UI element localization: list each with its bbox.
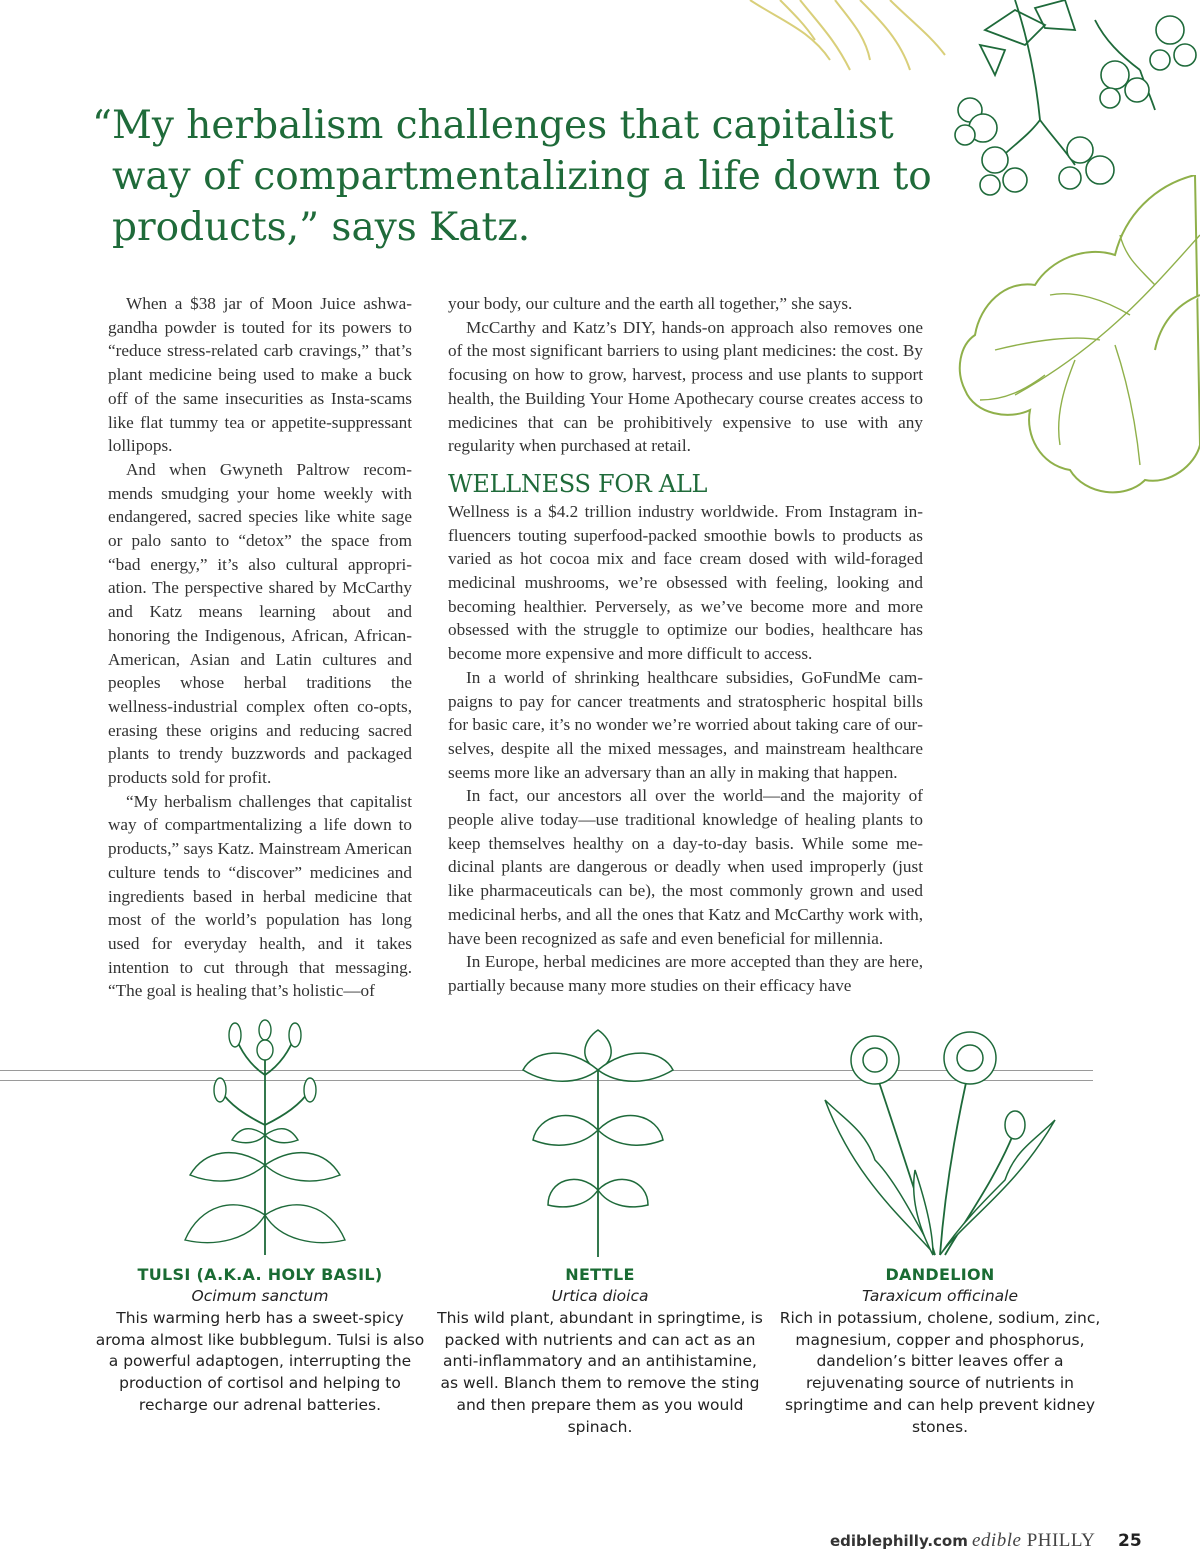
plant-caption-nettle [435,1264,765,1438]
body-paragraph: In a world of shrinking healthcare subsidies, GoFundMe campaigns to pay for cancer treatments and stratospheric hospital bills for basic care, it’s no wonder we’re worried about taking care of ourselves, despite all the mixed messages, and mainstream healthcare seems more like an adversary than an ally in making that happen. [448,667,923,782]
plant-latin-name: Ocimum sanctum [191,1287,329,1305]
pull-quote-line: “My herbalism challenges that capitalist [92,103,894,148]
magazine-name-caps: PHILLY [1026,1530,1096,1551]
oak-leaf-illustration [955,175,1200,520]
magazine-name-italic: edible [972,1530,1022,1551]
section-heading: WELLNESS FOR ALL [448,469,708,498]
plant-caption-tulsi [95,1264,425,1417]
body-paragraph: And when Gwyneth Paltrow recommends smudging your home weekly with endangered, sacred species like white sage or palo santo to “detox” the space from “bad energy,” it’s also cultural appropriation. The perspective shared by McCarthy and Katz means learning about and honoring the Indigenous, African, African-American, Asian and Latin cultures and peoples whose herbal traditions the wellness-industrial complex often co-opts, erasing these origins and reducing sacred plants to trendy buzzwords and packaged products sold for profit. [108,459,412,788]
body-paragraph: When a $38 jar of Moon Juice ashwagandha powder is touted for its powers to “reduce stress-related carb cravings,” that’s plant medicine being used to make a buck off of the same insecurities as Insta-scams like flat tummy tea or appetite-suppressant lollipops. [108,294,412,456]
pull-quote-line: products,” says Katz. [112,205,531,250]
article-column-right [448,292,923,998]
plant-description: This warming herb has a sweet-spicy aroma almost like bubblegum. Tulsi is also a powerful adaptogen, interrupting the production of cortisol and helping to recharge our adrenal batteries. [95,1309,425,1414]
nettle-plant-illustration [518,1025,678,1260]
footer-magazine-name [972,1530,1095,1552]
plant-description: Rich in potassium, cholene, sodium, zinc, magnesium, copper and phosphorus, dandelion’s bitter leaves offer a rejuvenating source of nutrients in springtime and can help prevent kidney stones. [779,1309,1101,1436]
plant-latin-name: Taraxicum officinale [861,1287,1019,1305]
pull-quote-line: way of compartmentalizing a life down to [112,154,932,199]
plant-description: This wild plant, abundant in springtime, is packed with nutrients and can act as an anti-inflammatory and an antihistamine, as well. Blanch them to remove the sting and then prepare them as you would spinach. [437,1309,763,1436]
dandelion-plant-illustration [815,1030,1065,1260]
footer-site-link[interactable]: ediblephilly.com [830,1532,968,1550]
tulsi-plant-illustration [180,1015,350,1260]
body-paragraph: “My herbalism challenges that capitalist way of compartmentalizing a life down to products,” says Katz. Mainstream American culture tends to “discover” medicines and ingredients based in herbal medicine that most of the world’s population has long used for everyday health, and it takes intention to cut through that messaging. “The goal is healing that’s holistic—of [108,791,412,1001]
body-paragraph: Wellness is a $4.2 trillion industry worldwide. From Instagram influencers touting superfood-packed smoothie bowls to products as varied as hot cocoa mix and face cream dosed with wild-foraged medicinal mushrooms, we’re obsessed with feeling, looking and becoming healthier. Perversely, as we’ve become more and more obsessed with the struggle to optimize our bodies, healthcare has become more expensive and more difficult to access. [448,501,923,664]
article-column-left [108,292,412,1003]
plant-title: DANDELION [885,1265,995,1284]
body-paragraph-continuation: your body, our culture and the earth all together,” she says. [448,294,853,313]
plant-title: NETTLE [565,1265,635,1284]
body-paragraph: In Europe, herbal medicines are more accepted than they are here, partially because many more studies on their efficacy have [448,952,923,995]
pull-quote [92,100,952,253]
plant-latin-name: Urtica dioica [551,1287,649,1305]
plant-title: TULSI (A.K.A. HOLY BASIL) [137,1265,383,1284]
plant-caption-dandelion [775,1264,1105,1438]
body-paragraph: McCarthy and Katz’s DIY, hands-on approach also removes one of the most significant barriers to using plant medicines: the cost. By focusing on how to grow, harvest, process and use plants to support health, the Building Your Home Apothecary course creates access to medicines that can be prohibitively expensive to use with any regularity when purchased at retail. [448,317,923,456]
yellow-leaves-illustration [740,0,960,80]
body-paragraph: In fact, our ancestors all over the world—and the majority of people alive today—use traditional knowledge of healing plants to keep themselves healthy on a day-to-day basis. While some medicinal plants are dangerous or deadly when used improperly (just like pharmaceuticals can be), the most commonly grown and used medicinal herbs, and all the ones that Katz and McCarthy work with, have been recognized as safe and even beneficial for millennia. [448,786,923,948]
page-number: 25 [1118,1531,1142,1551]
